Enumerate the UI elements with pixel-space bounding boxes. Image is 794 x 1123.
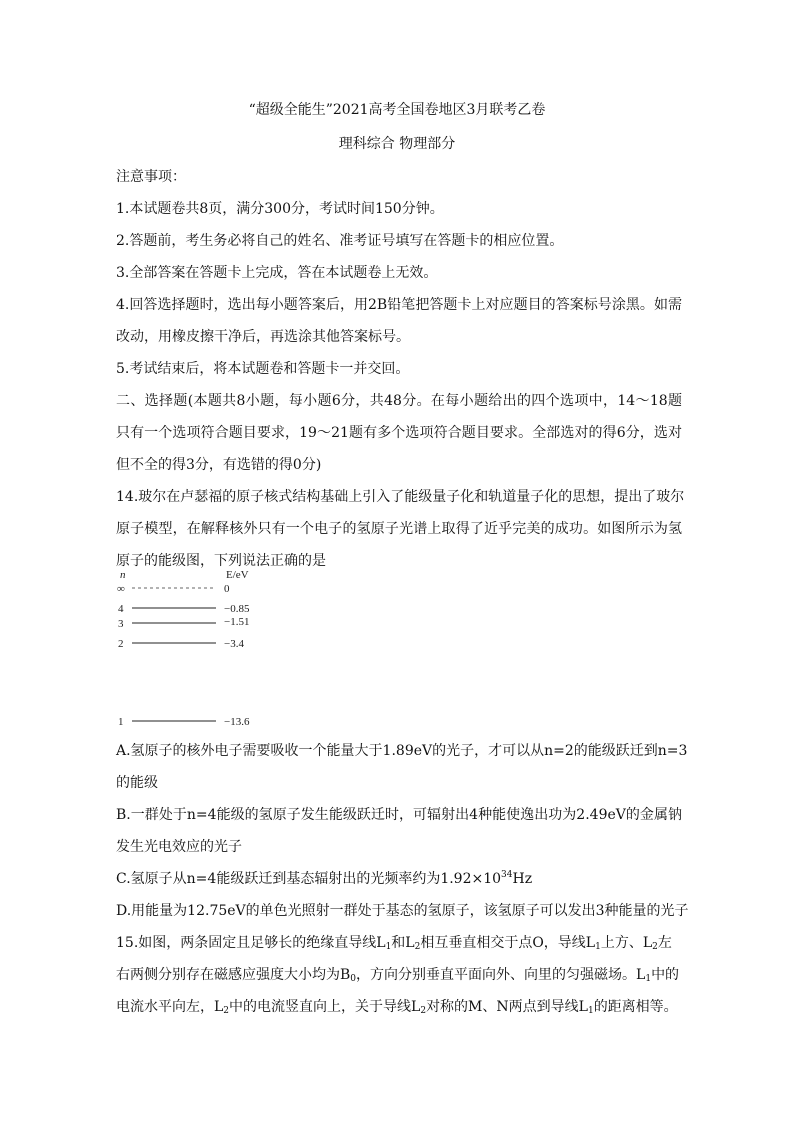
- level-energy-label: −13.6: [224, 716, 250, 728]
- level-energy-label: −0.85: [224, 603, 250, 615]
- q15-text: 的距离相等。: [593, 999, 678, 1015]
- notice-item: 4.回答选择题时，选出每小题答案后，用2B铅笔把答题卡上对应题目的答案标号涂黑。如需: [116, 297, 682, 313]
- notice-item: 5.考试结束后，将本试题卷和答题卡一并交回。: [116, 361, 410, 377]
- q15-text: 电流水平向左，L: [116, 999, 224, 1015]
- subscript: 2: [223, 1006, 230, 1016]
- q14-option-c: [116, 868, 682, 888]
- q15-text: 对称的M、N两点到导线L: [426, 999, 588, 1015]
- level-n-label: 4: [118, 603, 124, 615]
- q15-text: 和L: [391, 935, 415, 951]
- notice-heading: 注意事项：: [116, 169, 186, 185]
- subscript: 2: [652, 942, 658, 952]
- level-n-label: 2: [118, 638, 124, 650]
- level-energy-label: 0: [224, 583, 230, 595]
- q15-text: 相互垂直相交于点O，导线L: [420, 935, 596, 951]
- subscript: 2: [414, 942, 421, 952]
- q15-text: 15.如图，两条固定且足够长的绝缘直导线L: [116, 935, 386, 951]
- section-intro: 二、选择题(本题共8小题，每小题6分，共48分。在每小题给出的四个选项中，14～18题: [116, 393, 682, 409]
- q14-option-b-cont: 发生光电效应的光子: [116, 839, 242, 855]
- q15-text: ，方向分别垂直平面向外、向里的匀强磁场。L: [356, 967, 646, 983]
- q15-text: 上方、L: [600, 935, 653, 951]
- option-c-unit: Hz: [512, 871, 533, 887]
- exam-title: “超级全能生”2021高考全国卷地区3月联考乙卷: [248, 102, 546, 118]
- subscript: 0: [350, 974, 357, 984]
- q15-text: 右两侧分别存在磁感应强度大小均为B: [116, 967, 351, 983]
- q14-option-b: B.一群处于n=4能级的氢原子发生能级跃迁时，可辐射出4种能使逸出功为2.49eV的金属钠: [116, 807, 682, 823]
- section-intro: 只有一个选项符合题目要求，19～21题有多个选项符合题目要求。全部选对的得6分，选对: [116, 425, 682, 441]
- option-c-exponent: 34: [501, 870, 513, 880]
- level-energy-label: −3.4: [224, 638, 244, 650]
- subscript: 1: [645, 974, 652, 984]
- notice-item: 3.全部答案在答题卡上完成，答在本试题卷上无效。: [116, 265, 438, 281]
- level-n-label: ∞: [117, 583, 125, 595]
- section-intro: 但不全的得3分，有选错的得0分): [116, 457, 322, 473]
- q15-text: 左: [657, 935, 672, 951]
- energy-level-diagram: [110, 566, 310, 736]
- level-n-label: 1: [118, 716, 124, 728]
- level-energy-label: −1.51: [224, 616, 250, 628]
- subscript: 2: [420, 1006, 427, 1016]
- q14-stem: 原子的能级图，下列说法正确的是: [116, 553, 326, 569]
- subscript: 1: [587, 1006, 594, 1016]
- option-c-text: C.氢原子从n=4能级跃迁到基态辐射出的光频率约为1.92×10: [116, 871, 502, 887]
- q14-option-a-cont: 的能级: [116, 775, 158, 791]
- subscript: 1: [385, 942, 392, 952]
- n-axis-label: n: [120, 569, 126, 581]
- q15-text: 中的: [651, 967, 680, 983]
- q14-stem: 原子模型，在解释核外只有一个电子的氢原子光谱上取得了近乎完美的成功。如图所示为氢: [116, 521, 682, 537]
- q15-line-1: [116, 932, 682, 952]
- level-n-label: 3: [118, 618, 124, 630]
- energy-axis-label: E/eV: [226, 569, 249, 581]
- q15-line-2: [116, 964, 682, 984]
- subscript: 1: [595, 942, 601, 952]
- exam-subtitle: 理科综合 物理部分: [338, 136, 456, 152]
- notice-item: 2.答题前，考生务必将自己的姓名、准考证号填写在答题卡的相应位置。: [116, 233, 564, 249]
- q15-text: 中的电流竖直向上，关于导线L: [229, 999, 421, 1015]
- q14-option-d: D.用能量为12.75eV的单色光照射一群处于基态的氢原子，该氢原子可以发出3种能量的光子: [116, 903, 689, 919]
- notice-item: 1.本试题卷共8页，满分300分，考试时间150分钟。: [116, 201, 444, 217]
- q14-stem: 14.玻尔在卢瑟福的原子核式结构基础上引入了能级量子化和轨道量子化的思想，提出了玻尔: [116, 489, 685, 505]
- q15-line-3: [116, 996, 682, 1016]
- q14-option-a: A.氢原子的核外电子需要吸收一个能量大于1.89eV的光子，才可以从n=2的能级跃迁到n=3: [116, 743, 688, 759]
- notice-item: 改动，用橡皮擦干净后，再选涂其他答案标号。: [116, 329, 410, 345]
